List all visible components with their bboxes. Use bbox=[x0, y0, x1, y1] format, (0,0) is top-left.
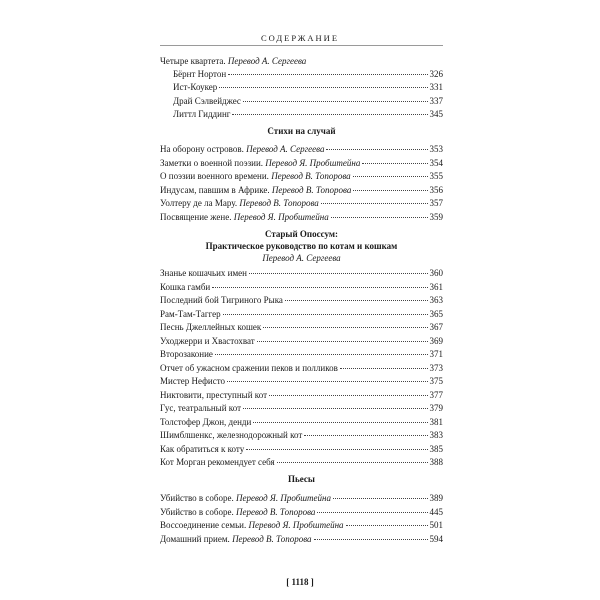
toc-entry[interactable] bbox=[160, 520, 443, 534]
toc-entry-page: 373 bbox=[429, 362, 443, 373]
toc-entry-page: 337 bbox=[429, 95, 443, 106]
toc-entry-title: Отчет об ужасном сражении пеков и полликов bbox=[160, 362, 338, 373]
section-cats bbox=[160, 228, 443, 471]
toc-entry-translator: Перевод Я. Пробштейна bbox=[235, 493, 331, 503]
dot-leader bbox=[219, 87, 427, 88]
toc-entry-title: Знанье кошачьих имен bbox=[160, 268, 247, 278]
toc-entry-page: 388 bbox=[429, 457, 443, 467]
dot-leader bbox=[346, 525, 428, 526]
section-subheading: Практическое руководство по котам и кошкам bbox=[205, 241, 398, 251]
toc-entry[interactable] bbox=[160, 507, 443, 521]
toc-entry-page: 331 bbox=[429, 82, 443, 92]
toc-entry-page: 369 bbox=[429, 335, 443, 346]
toc-entry-title: Мистер Нефисто bbox=[160, 376, 226, 386]
dot-leader bbox=[304, 435, 427, 436]
toc-entry-translator: Перевод В. Топорова bbox=[271, 184, 352, 195]
dot-leader bbox=[228, 74, 427, 75]
toc-entry-title: Кот Морган рекомендует себя bbox=[160, 457, 275, 467]
dot-leader bbox=[326, 149, 427, 150]
dot-leader bbox=[317, 512, 427, 513]
dot-leader bbox=[333, 498, 428, 499]
group-four-quartets bbox=[160, 55, 443, 123]
toc-entry[interactable] bbox=[160, 82, 443, 96]
toc-entry[interactable] bbox=[160, 144, 443, 158]
toc-entry-title: Воссоединение семьи. Перевод Я. Пробштейна bbox=[160, 520, 344, 530]
toc-entry-title: Убийство в соборе. Перевод В. Топорова bbox=[160, 506, 316, 517]
toc-entry-page: 383 bbox=[429, 430, 443, 440]
toc-entry-page: 355 bbox=[429, 171, 443, 181]
toc-entry-title: Рам-Там-Таггер bbox=[160, 308, 221, 319]
toc-entry-title: Литтл Гиддинг bbox=[173, 109, 231, 119]
toc-entry[interactable] bbox=[160, 457, 443, 471]
toc-entry-title: Уолтеру де ла Мару. Перевод В. Топорова bbox=[160, 198, 319, 208]
toc-entry-page: 360 bbox=[429, 268, 443, 278]
toc-entry[interactable] bbox=[160, 444, 443, 458]
dot-leader bbox=[277, 462, 428, 463]
toc-entry[interactable] bbox=[160, 363, 443, 377]
dot-leader bbox=[353, 176, 428, 177]
toc-entry-title: Драй Сэлвейджес bbox=[173, 95, 241, 106]
toc-entry-page: 365 bbox=[429, 308, 443, 319]
toc-entry-title: Домашний прием. Перевод В. Топорова bbox=[160, 533, 312, 544]
dot-leader bbox=[243, 408, 427, 409]
dot-leader bbox=[246, 449, 427, 450]
toc-entry-title: Заметки о военной поэзии. Перевод Я. Пробштейна bbox=[160, 157, 361, 168]
toc-entry-page: 363 bbox=[429, 295, 443, 305]
toc-entry-title: Песнь Джеллейных кошек bbox=[160, 322, 262, 332]
section-heading: Стихи на случай bbox=[267, 126, 336, 136]
dot-leader bbox=[232, 114, 427, 115]
toc-entry-translator: Перевод В. Топорова bbox=[239, 198, 319, 208]
dot-leader bbox=[362, 163, 427, 164]
dot-leader bbox=[253, 422, 427, 423]
section-heading: Старый Опоссум: bbox=[265, 229, 338, 239]
toc-entry-page: 381 bbox=[429, 416, 443, 427]
toc-entry-page: 326 bbox=[429, 68, 443, 79]
toc-entry[interactable] bbox=[160, 493, 443, 507]
toc-entry[interactable] bbox=[160, 171, 443, 185]
running-head: СОДЕРЖАНИЕ bbox=[260, 33, 340, 43]
toc-entry[interactable] bbox=[160, 309, 443, 323]
section-plays bbox=[160, 473, 443, 547]
toc-entry-page: 371 bbox=[429, 349, 443, 359]
toc-entry[interactable] bbox=[160, 268, 443, 282]
toc-entry-title: Посвящение жене. Перевод Я. Пробштейна bbox=[160, 211, 329, 222]
toc-entry[interactable] bbox=[160, 349, 443, 363]
toc-entry[interactable] bbox=[160, 376, 443, 390]
toc-entry[interactable] bbox=[160, 295, 443, 309]
toc-entry-title: Бёрнт Нортон bbox=[173, 68, 227, 79]
toc-entry[interactable] bbox=[160, 198, 443, 212]
toc-entry-title: На оборону островов. Перевод А. Сергеева bbox=[160, 144, 325, 154]
dot-leader bbox=[212, 287, 427, 288]
dot-leader bbox=[243, 101, 428, 102]
toc-entry-title: Индусам, павшим в Африке. Перевод В. Топорова bbox=[160, 184, 352, 195]
toc-entry-page: 356 bbox=[429, 184, 443, 195]
toc-entry[interactable] bbox=[160, 212, 443, 226]
toc-entry-title: Никтовити, преступный кот bbox=[160, 389, 268, 400]
toc-entry-page: 359 bbox=[429, 211, 443, 222]
toc-entry-page: 367 bbox=[429, 322, 443, 332]
group-title-line bbox=[160, 55, 443, 69]
toc-entry-page: 379 bbox=[429, 403, 443, 413]
toc-entry-translator: Перевод В. Топорова bbox=[232, 533, 312, 544]
dot-leader bbox=[321, 203, 428, 204]
toc-entry[interactable] bbox=[160, 282, 443, 296]
dot-leader bbox=[353, 190, 427, 191]
toc-entry-title: Уходжерри и Хвастохват bbox=[160, 335, 255, 346]
toc-entry-page: 594 bbox=[429, 533, 443, 544]
toc-entry-translator: Перевод Я. Пробштейна bbox=[233, 211, 329, 222]
toc-entry-title: Второзаконие bbox=[160, 349, 213, 359]
toc-entry[interactable] bbox=[160, 322, 443, 336]
toc-entry[interactable] bbox=[160, 158, 443, 172]
dot-leader bbox=[257, 341, 428, 342]
toc-entry-translator: Перевод Я. Пробштейна bbox=[248, 520, 344, 530]
toc-entry[interactable] bbox=[160, 69, 443, 83]
toc-entry[interactable] bbox=[160, 96, 443, 110]
dot-leader bbox=[340, 368, 428, 369]
toc-entry-translator: Перевод Я. Пробштейна bbox=[265, 157, 361, 168]
dot-leader bbox=[223, 314, 428, 315]
dot-leader bbox=[263, 327, 427, 328]
dot-leader bbox=[285, 300, 428, 301]
page-number: [ 1118 ] bbox=[286, 577, 314, 587]
toc-entry-translator: Перевод В. Топорова bbox=[271, 171, 351, 181]
toc-entry-title: Кошка гамби bbox=[160, 281, 211, 292]
toc-entry[interactable] bbox=[160, 109, 443, 123]
toc-entry-page: 377 bbox=[429, 389, 443, 400]
toc-entry-title: Шимблшенкс, железнодорожный кот bbox=[160, 430, 303, 440]
toc-entry-page: 353 bbox=[429, 144, 443, 154]
dot-leader bbox=[227, 381, 427, 382]
group-title: Четыре квартета. bbox=[160, 56, 226, 66]
toc-entry[interactable] bbox=[160, 430, 443, 444]
dot-leader bbox=[269, 395, 427, 396]
toc-entry[interactable] bbox=[160, 534, 443, 548]
toc-entry-page: 385 bbox=[429, 443, 443, 454]
toc-entry-page: 361 bbox=[429, 281, 443, 292]
toc-entry-page: 445 bbox=[429, 506, 443, 517]
dot-leader bbox=[314, 539, 428, 540]
toc-entry-page: 357 bbox=[429, 198, 443, 208]
toc-entry-page: 375 bbox=[429, 376, 443, 386]
toc-entry-title: Ист-Коукер bbox=[173, 82, 218, 92]
toc-entry-page: 501 bbox=[429, 520, 443, 530]
section-occasional bbox=[160, 125, 443, 225]
dot-leader bbox=[215, 354, 428, 355]
section-translator: Перевод А. Сергеева bbox=[262, 253, 341, 263]
dot-leader bbox=[331, 217, 428, 218]
header-rule bbox=[160, 45, 443, 46]
toc-entry[interactable] bbox=[160, 185, 443, 199]
toc-entry-title: Последний бой Тигриного Рыка bbox=[160, 295, 283, 305]
toc-entry[interactable] bbox=[160, 390, 443, 404]
toc-entry-title: Толстофер Джон, денди bbox=[160, 416, 252, 427]
dot-leader bbox=[249, 273, 428, 274]
toc-entry-title: Убийство в соборе. Перевод Я. Пробштейна bbox=[160, 493, 331, 503]
toc-entry[interactable] bbox=[160, 403, 443, 417]
toc-entry-translator: Перевод В. Топорова bbox=[235, 506, 316, 517]
toc-entry-page: 389 bbox=[429, 493, 443, 503]
toc-entry-title: Как обратиться к коту bbox=[160, 443, 245, 454]
toc-entry[interactable] bbox=[160, 336, 443, 350]
toc-entry-title: Гус, театральный кот bbox=[160, 403, 242, 413]
toc-entry-page: 354 bbox=[429, 157, 443, 168]
toc-entry[interactable] bbox=[160, 417, 443, 431]
toc-entry-page: 345 bbox=[429, 109, 443, 119]
toc-entry-translator: Перевод А. Сергеева bbox=[246, 144, 325, 154]
toc-entry-title: О поэзии военного времени. Перевод В. Топорова bbox=[160, 171, 351, 181]
section-heading: Пьесы bbox=[288, 474, 315, 484]
group-translator: Перевод А. Сергеева bbox=[227, 56, 307, 66]
